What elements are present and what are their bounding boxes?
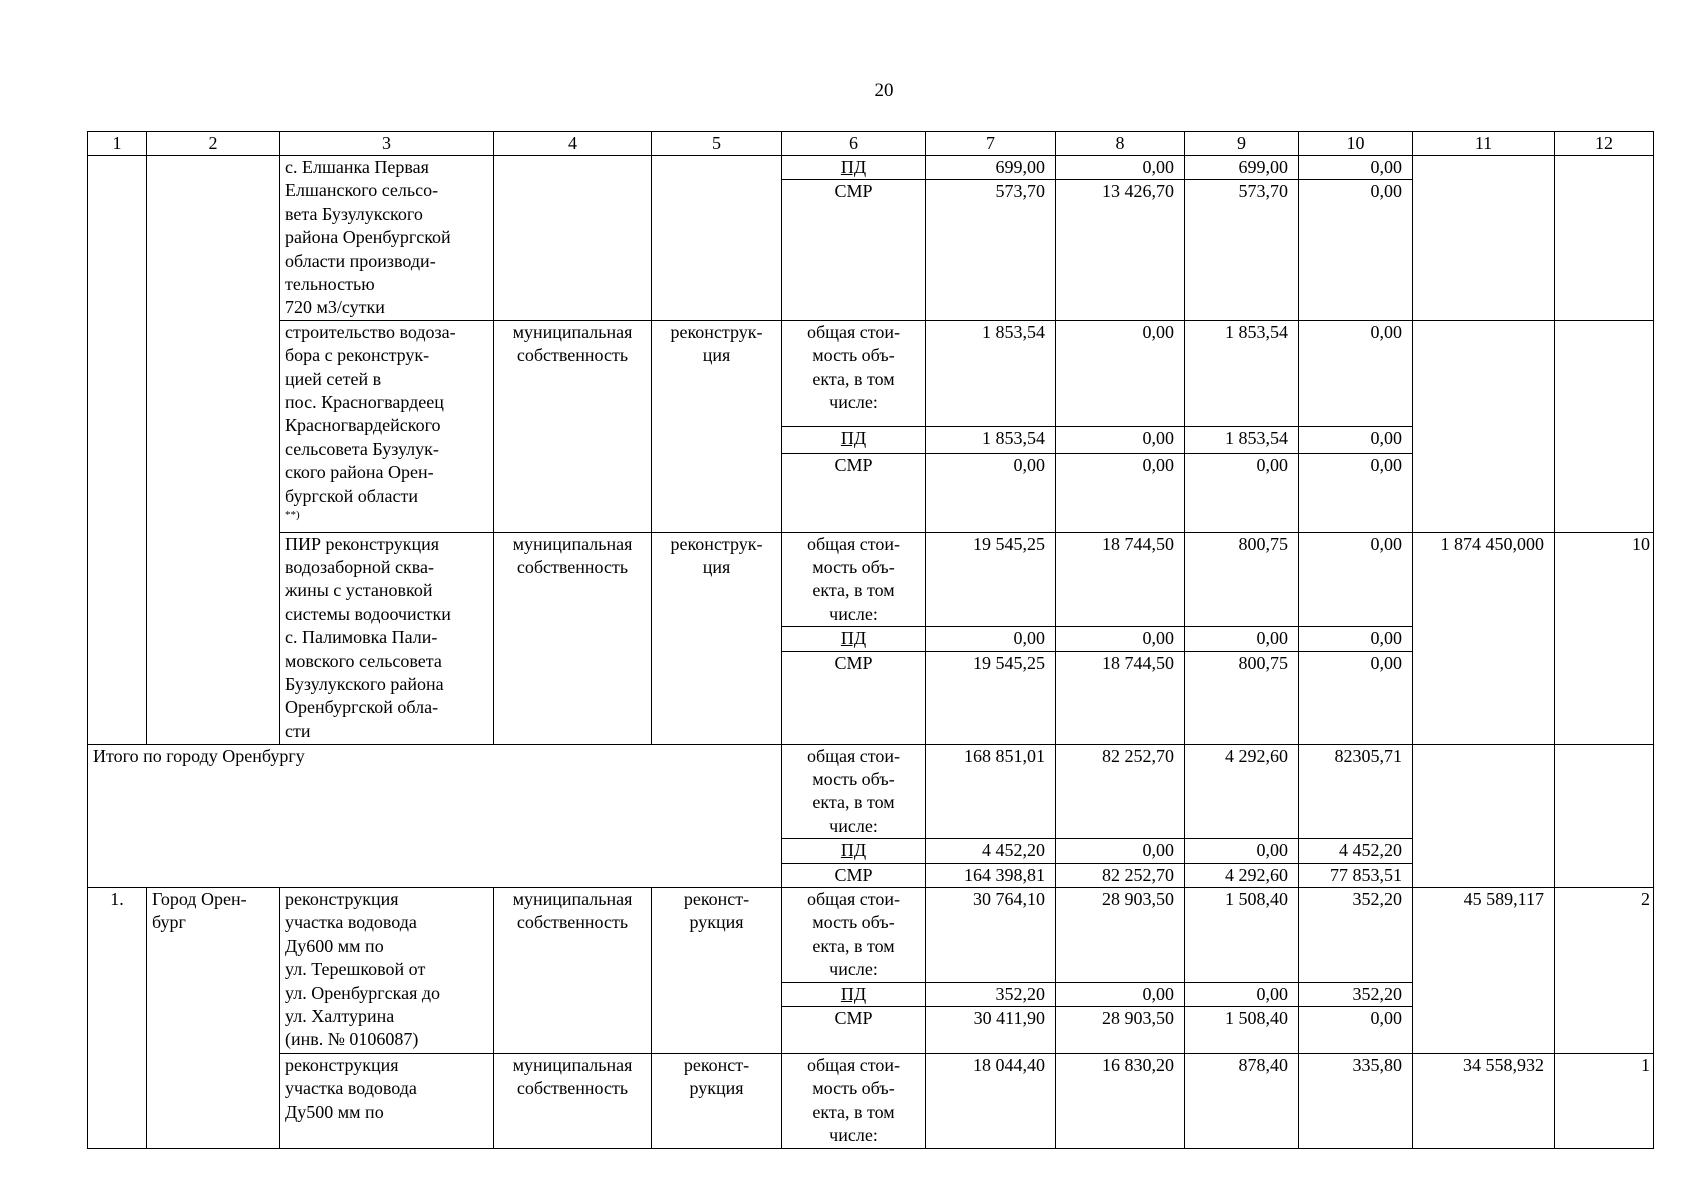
table-row: ПД 1 853,54 0,00 1 853,54 0,00: [88, 426, 1654, 453]
table-row: ПД 352,20 0,00 0,00 352,20: [88, 982, 1654, 1006]
text-line: собственность: [516, 556, 629, 577]
text-line: реконструкция: [285, 1055, 399, 1075]
city-total-label: Итого по городу Оренбургу: [88, 744, 782, 887]
col-header: 9: [1185, 132, 1299, 156]
text-line: мость объ-: [812, 768, 895, 789]
investment-table: [87, 131, 1654, 1149]
column-numbers-row: [88, 132, 1654, 156]
smr-label: СМР: [782, 180, 926, 320]
col-header: 1: [88, 132, 147, 156]
object-description: [280, 887, 494, 1053]
text-line: сти: [285, 720, 311, 741]
text-line: екта, в том: [812, 1101, 895, 1122]
text-line: участка водовода: [285, 912, 417, 933]
text-line: ул. Халтурина: [285, 1006, 395, 1026]
text-line: бора с реконструк-: [285, 345, 430, 366]
text-line: мость объ-: [812, 556, 895, 577]
text-line: екта, в том: [812, 935, 895, 956]
text-line: реконст-: [683, 1055, 750, 1075]
text-line: реконструк-: [670, 533, 763, 554]
text-line: водозаборной сква-: [285, 556, 435, 577]
work-type: [652, 887, 782, 1053]
text-line: 720 м3/сутки: [285, 297, 385, 318]
total-label: [782, 887, 926, 982]
text-line: екта, в том: [812, 580, 895, 601]
text-line: екта, в том: [812, 368, 895, 389]
text-line: бургской области: [285, 485, 418, 506]
table-row: СМР 573,70 13 426,70 573,70 0,00: [88, 180, 1654, 320]
text-line: мовского сельсовета: [285, 650, 442, 671]
text-line: Оренбургской обла-: [285, 697, 439, 718]
text-line: (инв. № 0106087): [285, 1029, 419, 1050]
col-header: 12: [1555, 132, 1654, 156]
ownership: [494, 532, 652, 744]
text-line: Красногвардейского: [285, 415, 441, 436]
text-line: Город Орен-: [152, 888, 247, 909]
work-type: [652, 320, 782, 532]
ownership: [494, 1054, 652, 1149]
smr-label: СМР: [782, 454, 926, 532]
text-line: реконструк-: [670, 321, 763, 342]
text-line: мость объ-: [812, 912, 895, 933]
text-line: строительство водоза-: [285, 321, 456, 342]
text-line: системы водоочистки: [285, 603, 451, 624]
text-line: сельсовета Бузулук-: [285, 438, 439, 459]
col-header: 10: [1299, 132, 1413, 156]
col-header: 6: [782, 132, 926, 156]
table-row: ПИР реконструкция водозаборной сква- жины с установкой системы водоочистки с. Палимовка Пали- мовского сельсовета Бузулукского района Оренбургской обла- сти муниципальная собственность реконструк- ция общая стои- мость объ- екта, в том числе: 19 545,25 18 744,50 800,75 0,00 1 874 450,000 10: [88, 532, 1654, 627]
text-line: пос. Красногвардеец: [285, 392, 444, 413]
text-line: района Оренбургской: [285, 227, 451, 248]
text-line: ция: [702, 556, 731, 577]
text-line: общая стои-: [806, 888, 901, 909]
smr-label: СМР: [782, 863, 926, 887]
ownership: [494, 887, 652, 1053]
work-type: [652, 532, 782, 744]
text-line: муниципальная: [512, 533, 633, 554]
text-line: екта, в том: [812, 792, 895, 813]
text-line: Бузулукского района: [285, 673, 444, 694]
total-label: [782, 320, 926, 426]
text-line: реконструкция: [285, 888, 399, 909]
text-line: числе:: [829, 815, 878, 836]
total-label: [782, 1054, 926, 1149]
text-line: реконст-: [683, 888, 750, 909]
col-header: 3: [280, 132, 494, 156]
pd-label: ПД: [782, 839, 926, 863]
text-line: Ду500 мм по: [285, 1101, 384, 1122]
col-header: 7: [926, 132, 1056, 156]
text-line: цией сетей в: [285, 368, 382, 389]
text-line: общая стои-: [806, 533, 901, 554]
col-header: 5: [652, 132, 782, 156]
text-line: ция: [702, 345, 731, 366]
text-line: с. Елшанка Первая: [285, 157, 429, 177]
text-line: числе:: [829, 1125, 878, 1146]
text-line: рукция: [689, 912, 744, 933]
page-number: 20: [874, 80, 894, 101]
text-line: собственность: [516, 1078, 629, 1099]
table-row: с. Елшанка Первая Елшанского сельсо- вета Бузулукского района Оренбургской области производи- тельностью 720 м3/сутки ПД 699,00 0,00 699,00 0,00: [88, 156, 1654, 180]
text-line: ул. Оренбургская до: [285, 982, 441, 1003]
text-line: Ду600 мм по: [285, 935, 384, 956]
total-label: [782, 744, 926, 839]
smr-label: СМР: [782, 651, 926, 744]
text-line: числе:: [829, 603, 878, 624]
col-header: 2: [147, 132, 280, 156]
table-row: СМР 30 411,90 28 903,50 1 508,40 0,00: [88, 1007, 1654, 1054]
work-type: [652, 1054, 782, 1149]
text-line: собственность: [516, 912, 629, 933]
col-header: 4: [494, 132, 652, 156]
text-line: тельностью: [285, 274, 375, 295]
smr-label: СМР: [782, 1007, 926, 1054]
table-row: СМР 19 545,25 18 744,50 800,75 0,00: [88, 651, 1654, 744]
text-line: жины с установкой: [285, 580, 433, 601]
text-line: числе:: [829, 392, 878, 413]
text-line: муниципальная: [512, 1055, 633, 1075]
col-header: 8: [1056, 132, 1185, 156]
text-line: вета Бузулукского: [285, 203, 423, 224]
text-line: ПИР реконструкция: [285, 533, 440, 554]
text-line: рукция: [689, 1078, 744, 1099]
text-line: общая стои-: [806, 745, 901, 766]
object-description: строительство водоза- бора с реконструк- цией сетей в пос. Красногвардеец Красногвардейского сельсовета Бузулук- ского района Орен- бургской области **): [280, 320, 494, 532]
text-line: мость объ-: [812, 1078, 895, 1099]
pd-label: ПД: [782, 982, 926, 1006]
text-line: муниципальная: [512, 888, 633, 909]
pd-label: ПД: [782, 627, 926, 651]
table-row: реконструкция участка водовода Ду500 мм по муниципальная собственность реконст- рукция общая стои- мость объ- екта, в том числе: 18 044,40 16 830,20 878,40 335,80 34 558,932 1: [88, 1054, 1654, 1149]
object-description: [280, 156, 494, 321]
city-name: [147, 887, 280, 1148]
object-description: [280, 532, 494, 744]
text-line: участка водовода: [285, 1078, 417, 1099]
text-line: бург: [152, 912, 186, 933]
text-line: с. Палимовка Пали-: [285, 627, 438, 648]
table-row: Итого по городу Оренбургу общая стои- мость объ- екта, в том числе: 168 851,01 82 252,70 4 292,60 82305,71: [88, 744, 1654, 839]
text-line: области производи-: [285, 250, 436, 271]
col-header: 11: [1413, 132, 1555, 156]
table-row: СМР 0,00 0,00 0,00 0,00: [88, 454, 1654, 532]
pd-label: ПД: [782, 426, 926, 453]
text-line: ул. Терешковой от: [285, 959, 426, 980]
table-row: ПД 4 452,20 0,00 0,00 4 452,20: [88, 839, 1654, 863]
table-row: строительство водоза- бора с реконструк- цией сетей в пос. Красногвардеец Красногвардейского сельсовета Бузулук- ского района Орен- бургской области **) муниципальная собственность реконструк- ция общая стои- мость объ- екта, в том числе: 1 853,54 0,00 1 853,54 0,00: [88, 320, 1654, 426]
text-line: мость объ-: [812, 345, 895, 366]
text-line: числе:: [829, 959, 878, 980]
table-row: 1. Город Орен- бург реконструкция участка водовода Ду600 мм по ул. Терешковой от ул. Оренбургская до ул. Халтурина (инв. № 0106087) муниципальная собственность реконст- рукция общая стои- мость объ- екта, в том числе: 30 764,10 28 903,50 1 508,40 352,20 45 589,117 2: [88, 887, 1654, 982]
table-row: СМР 164 398,81 82 252,70 4 292,60 77 853,51: [88, 863, 1654, 887]
ownership: [494, 320, 652, 532]
total-label: [782, 532, 926, 627]
text-line: муниципальная: [512, 321, 633, 342]
text-line: общая стои-: [806, 321, 901, 342]
text-line: общая стои-: [806, 1055, 901, 1075]
table-row: ПД 0,00 0,00 0,00 0,00: [88, 627, 1654, 651]
object-description: [280, 1054, 494, 1149]
text-line: собственность: [516, 345, 629, 366]
pd-label: ПД: [782, 156, 926, 180]
row-number: 1.: [88, 887, 147, 1148]
text-line: Елшанского сельсо-: [285, 180, 439, 201]
text-line: ского района Орен-: [285, 462, 434, 483]
